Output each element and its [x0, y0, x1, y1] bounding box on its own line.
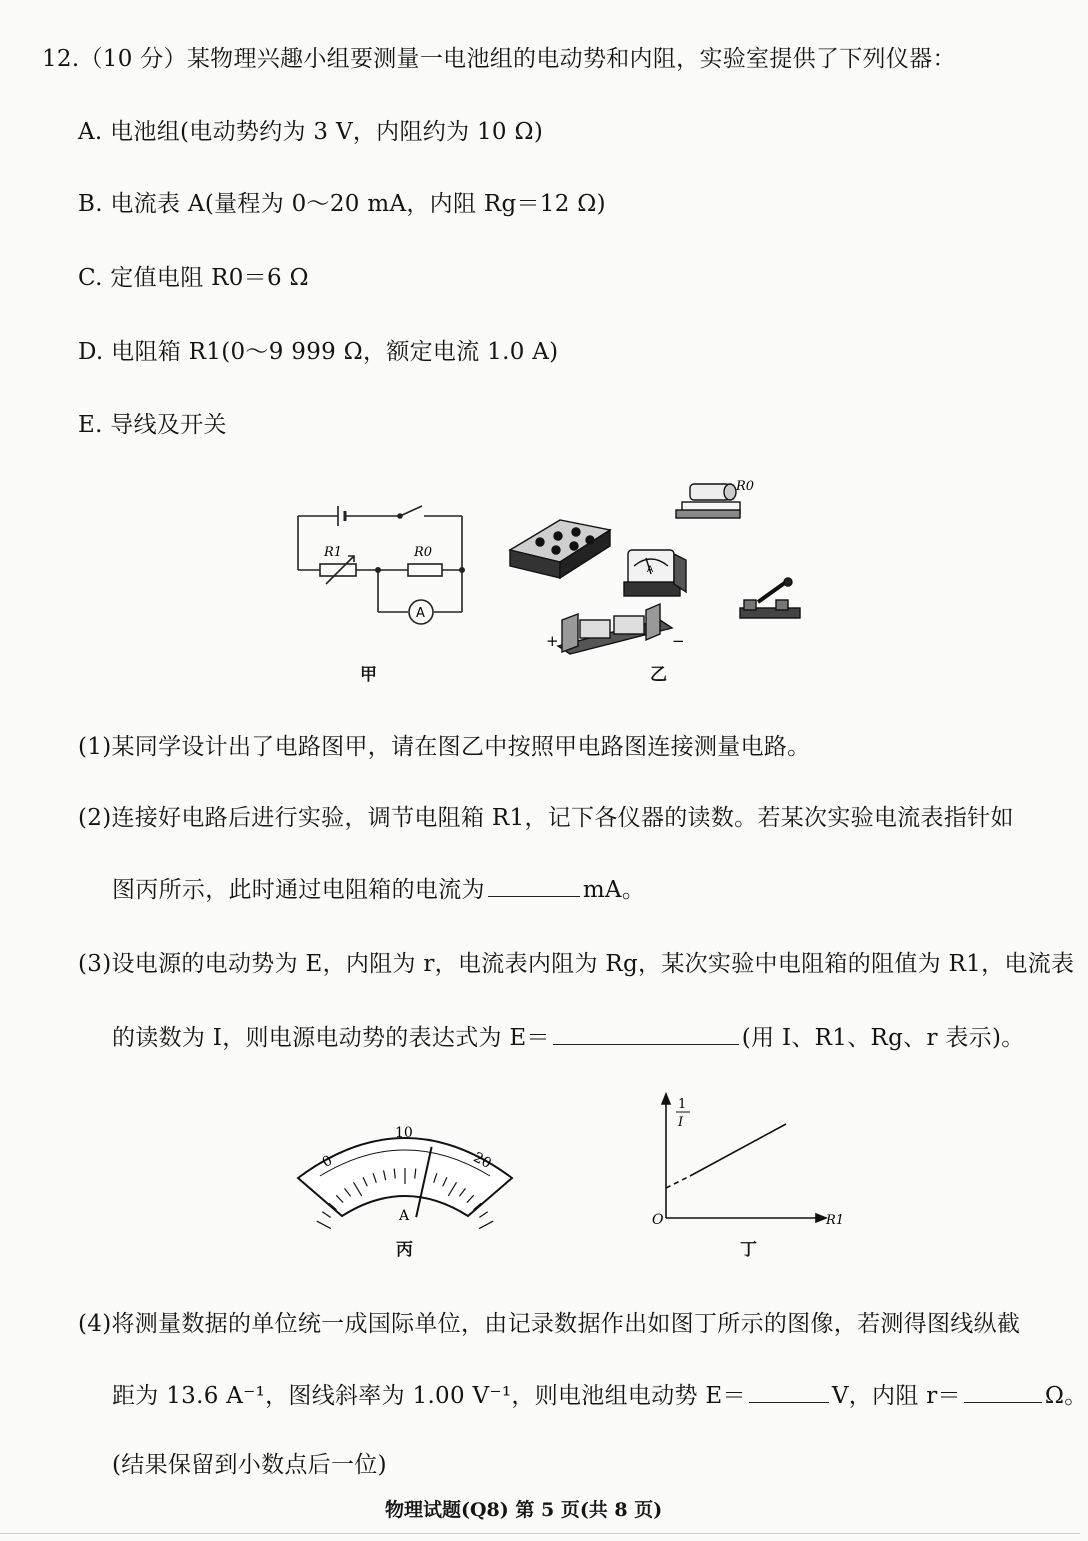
answer-blank-emf[interactable]: [749, 1401, 829, 1403]
caption-yi: 乙: [650, 665, 667, 685]
dial-label-0: 0: [319, 1152, 336, 1171]
part-2-text-b: mA。: [582, 877, 646, 903]
question-header: 12.（10 分）某物理兴趣小组要测量一电池组的电动势和内阻，实验室提供了下列仪器：: [42, 46, 956, 72]
option-a: A. 电池组(电动势约为 3 V，内阻约为 10 Ω): [78, 119, 544, 145]
caption-jia: 甲: [360, 665, 377, 685]
part-2-line2: [112, 871, 645, 904]
battery-plus-label: +: [546, 632, 559, 650]
knife-switch: [740, 578, 800, 618]
fixed-resistor-r0: [676, 484, 740, 518]
dial-unit-label: A: [399, 1208, 410, 1224]
answer-blank-expression[interactable]: [553, 1043, 739, 1045]
dial-tick: [322, 1212, 330, 1218]
ammeter-symbol-label: A: [416, 606, 425, 621]
caption-bing: 丙: [396, 1240, 413, 1260]
resistance-box: [510, 520, 610, 578]
r1-label: R1: [324, 545, 343, 560]
answer-blank-resistance[interactable]: [964, 1401, 1042, 1403]
part-3-text-a: 的读数为 I，则电源电动势的表达式为 E＝: [112, 1025, 550, 1051]
part-4-line1: (4)将测量数据的单位统一成国际单位，由记录数据作出如图丁所示的图像，若测得图线纵截: [78, 1311, 1021, 1337]
bottom-divider: [0, 1533, 1080, 1534]
option-b: B. 电流表 A(量程为 0～20 mA，内阻 Rg＝12 Ω): [78, 191, 606, 217]
part-3-line2: [112, 1019, 1025, 1052]
part-2-text-a: 图丙所示，此时通过电阻箱的电流为: [112, 877, 485, 903]
part-1: (1)某同学设计出了电路图甲，请在图乙中按照甲电路图连接测量电路。: [78, 734, 811, 760]
x-axis-label: R1: [826, 1213, 845, 1228]
part-4-text-c: Ω。: [1044, 1383, 1088, 1409]
part-3-line1: (3)设电源的电动势为 E，内阻为 r，电流表内阻为 Rg，某次实验中电阻箱的阻值为 R1，电流表: [78, 951, 1075, 977]
part-4-line2: [112, 1377, 1088, 1410]
ammeter-device: [624, 550, 686, 596]
part-4-text-a: 距为 13.6 A⁻¹，图线斜率为 1.00 V⁻¹，则电池组电动势 E＝: [112, 1383, 746, 1409]
option-e: E. 导线及开关: [78, 412, 227, 438]
option-c: C. 定值电阻 R0＝6 Ω: [78, 265, 309, 291]
y-axis-denominator: I: [678, 1115, 684, 1130]
apparatus-r0-label: R0: [736, 479, 755, 494]
dial-tick: [479, 1221, 493, 1229]
caption-ding: 丁: [740, 1240, 757, 1260]
part-4-text-b: V，内阻 r＝: [831, 1383, 961, 1409]
option-d: D. 电阻箱 R1(0～9 999 Ω，额定电流 1.0 A): [78, 339, 559, 365]
page-footer: 物理试题(Q8) 第 5 页(共 8 页): [385, 1499, 663, 1521]
apparatus-figure-yi: [500, 470, 830, 680]
graph-ding: [640, 1090, 860, 1230]
ammeter-dial-bing: [290, 1118, 520, 1228]
part-3-text-b: (用 I、R1、Rg、r 表示)。: [741, 1025, 1025, 1051]
part-2-line1: (2)连接好电路后进行实验，调节电阻箱 R1，记下各仪器的读数。若某次实验电流表指针如: [78, 805, 1014, 831]
y-axis-numerator: 1: [678, 1097, 687, 1112]
answer-blank-current[interactable]: [488, 895, 580, 897]
origin-label: O: [652, 1212, 664, 1228]
dial-tick: [317, 1221, 331, 1229]
dial-label-10: 10: [395, 1125, 413, 1141]
part-4-line3: (结果保留到小数点后一位): [112, 1452, 387, 1478]
apparatus-ammeter-label: A: [647, 565, 654, 575]
battery-minus-label: −: [672, 632, 685, 650]
r0-label: R0: [414, 545, 433, 560]
dial-tick: [479, 1212, 487, 1218]
dial-label-20: 20: [470, 1149, 494, 1173]
circuit-diagram-jia: [290, 500, 480, 630]
battery-holder: [558, 604, 672, 654]
